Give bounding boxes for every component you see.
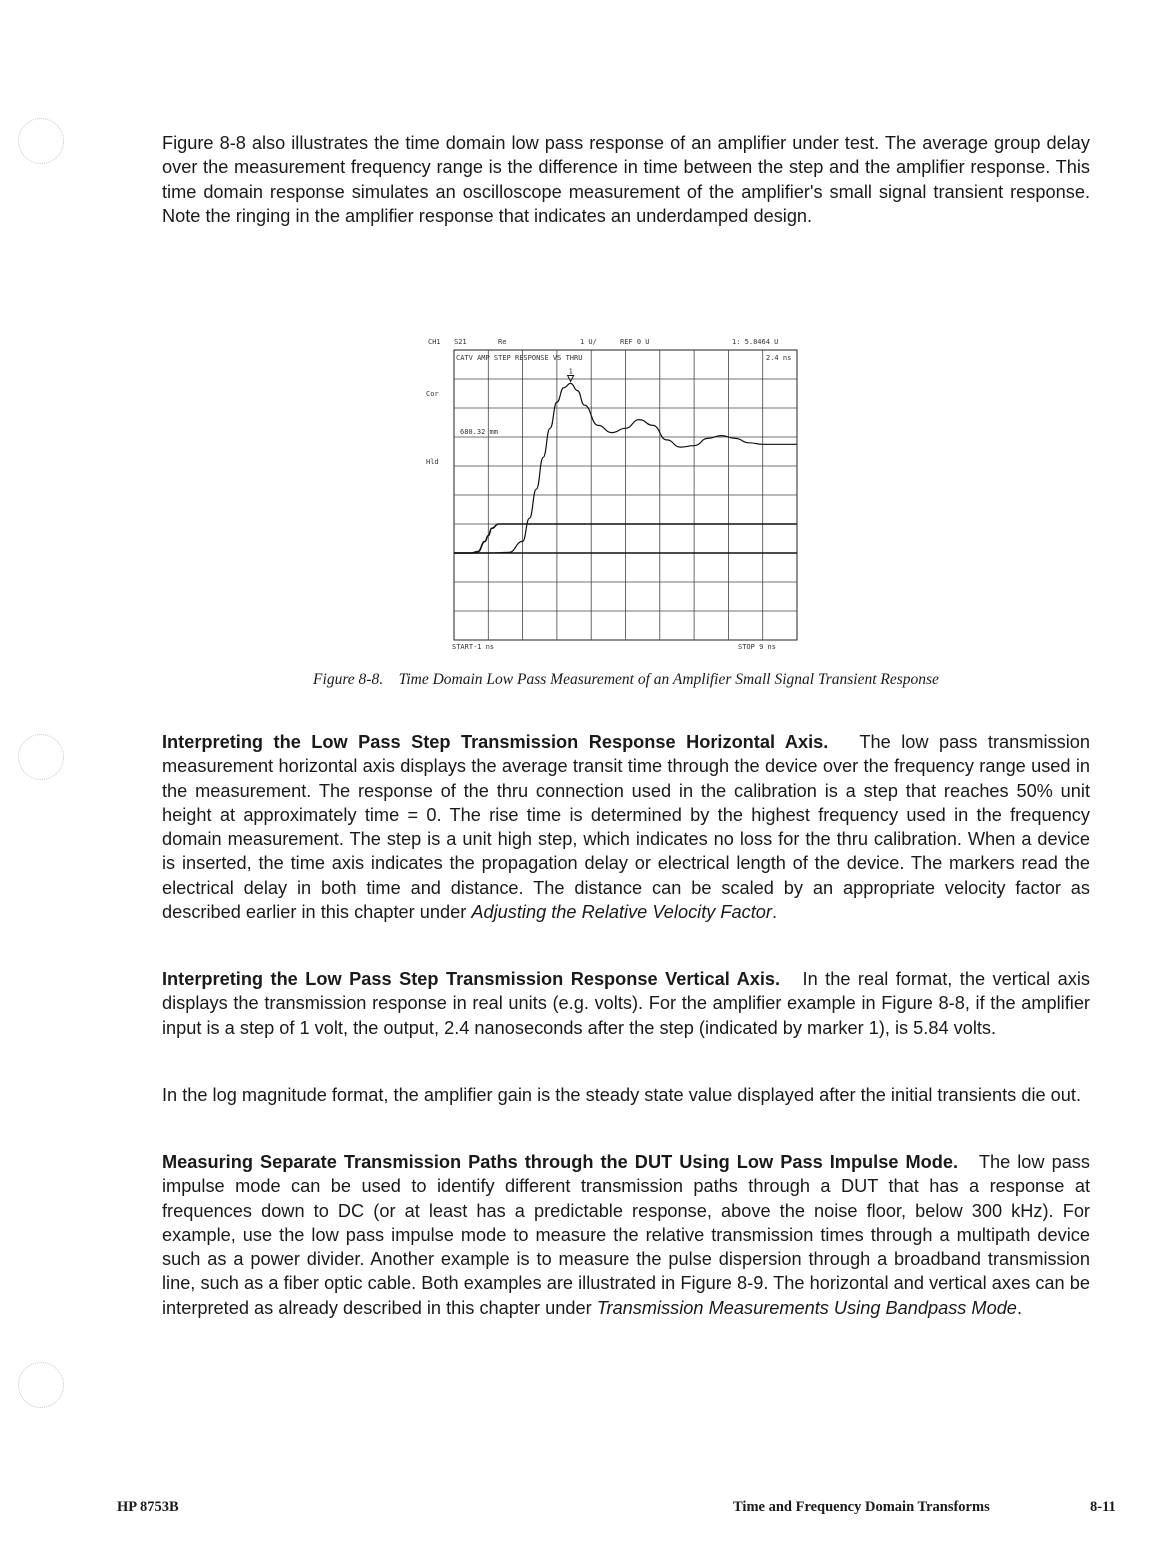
network-analyzer-display [420,330,820,660]
caption-text: Time Domain Low Pass Measurement of an Amplifier Small Signal Transient Response [398,671,939,688]
section-vertical-axis [162,967,1090,1040]
header-param: S21 [454,338,467,346]
punch-hole-top [18,118,64,164]
header-ref: REF 0 U [620,338,650,346]
punch-hole-middle [18,734,64,780]
marker-1-label: 1 [568,367,573,376]
punch-hole-bottom [18,1362,64,1408]
section4-reference: Transmission Measurements Using Bandpass Mode [596,1297,1017,1318]
section2-heading: Interpreting the Low Pass Step Transmission Response Vertical Axis. [162,969,781,989]
start-label: START-1 ns [452,643,495,651]
footer-page-number: 8-11 [1090,1499,1116,1515]
marker-time: 2.4 ns [766,354,792,362]
header-marker-readout: 1: 5.8464 U [732,338,779,346]
figure-8-8 [420,330,820,660]
side-label-cor: Cor [426,390,439,398]
side-label-hld: Hld [426,458,439,466]
trace-title: CATV AMP STEP RESPONSE VS THRU [456,354,583,362]
marker-1-symbol [568,375,574,381]
header-scale: 1 U/ [580,338,597,346]
section2-body: In the real format, the vertical axis displays the transmission response in real units (e.g. volts). For the amplifier example in Figure 8-8, if the amplifier input is a step of 1 volt, the output, 2.4 nanoseconds after the step (indicated by marker 1), is 5.84 volts. [162,969,1090,1038]
header-format: Re [498,338,507,346]
delta-distance-label: 680.32 mm [460,428,498,436]
section1-end: . [771,902,778,923]
section-horizontal-axis [162,730,1090,924]
section-log-magnitude [162,1083,1090,1107]
figure-caption [162,671,1090,689]
header-ch: CH1 [428,338,441,346]
caption-number: Figure 8-8. [313,671,384,688]
footer-model: HP 8753B [117,1499,179,1515]
footer-chapter-title: Time and Frequency Domain Transforms [733,1499,990,1515]
section1-reference: Adjusting the Relative Velocity Factor [471,902,772,923]
section3-body: In the log magnitude format, the amplifier gain is the steady state value displayed after the initial transients die out. [162,1085,1081,1105]
section1-body: The low pass transmission measurement horizontal axis displays the average transit time through the device over the frequency range used in the measurement. The response of the thru connection used in the calibration is a step that reaches 50% unit height at approximately time = 0. The rise time is determined by the highest frequency used in the frequency domain measurement. The step is a unit high step, which indicates no loss for the thru calibration. When a device is inserted, the time axis indicates the propagation delay or electrical length of the device. The markers read the electrical delay in both time and distance. The distance can be scaled by an appropriate velocity factor as described earlier in this chapter under [162,732,1090,923]
section4-body: The low pass impulse mode can be used to identify different transmission paths through a DUT that has a response at frequences down to DC (or at least has a predictable response, above the noise floor, below 300 kHz). For example, use the low pass impulse mode to measure the relative transmission times through a multipath device such as a power divider. Another example is to measure the pulse dispersion through a broadband transmission line, such as a fiber optic cable. Both examples are illustrated in Figure 8-9. The horizontal and vertical axes can be interpreted as already described in this chapter under [162,1152,1090,1318]
section4-heading: Measuring Separate Transmission Paths through the DUT Using Low Pass Impulse Mode. [162,1152,959,1172]
section4-end: . [1016,1297,1022,1318]
intro-paragraph [162,131,1090,228]
section-impulse-mode [162,1150,1090,1320]
stop-label: STOP 9 ns [738,643,776,651]
section1-heading: Interpreting the Low Pass Step Transmission Response Horizontal Axis. [162,732,829,752]
intro-text: Figure 8-8 also illustrates the time domain low pass response of an amplifier under test. The average group delay over the measurement frequency range is the difference in time between the step and the amplifier response. This time domain response simulates an oscilloscope measurement of the amplifier's small signal transient response. Note the ringing in the amplifier response that indicates an underdamped design. [162,133,1090,226]
